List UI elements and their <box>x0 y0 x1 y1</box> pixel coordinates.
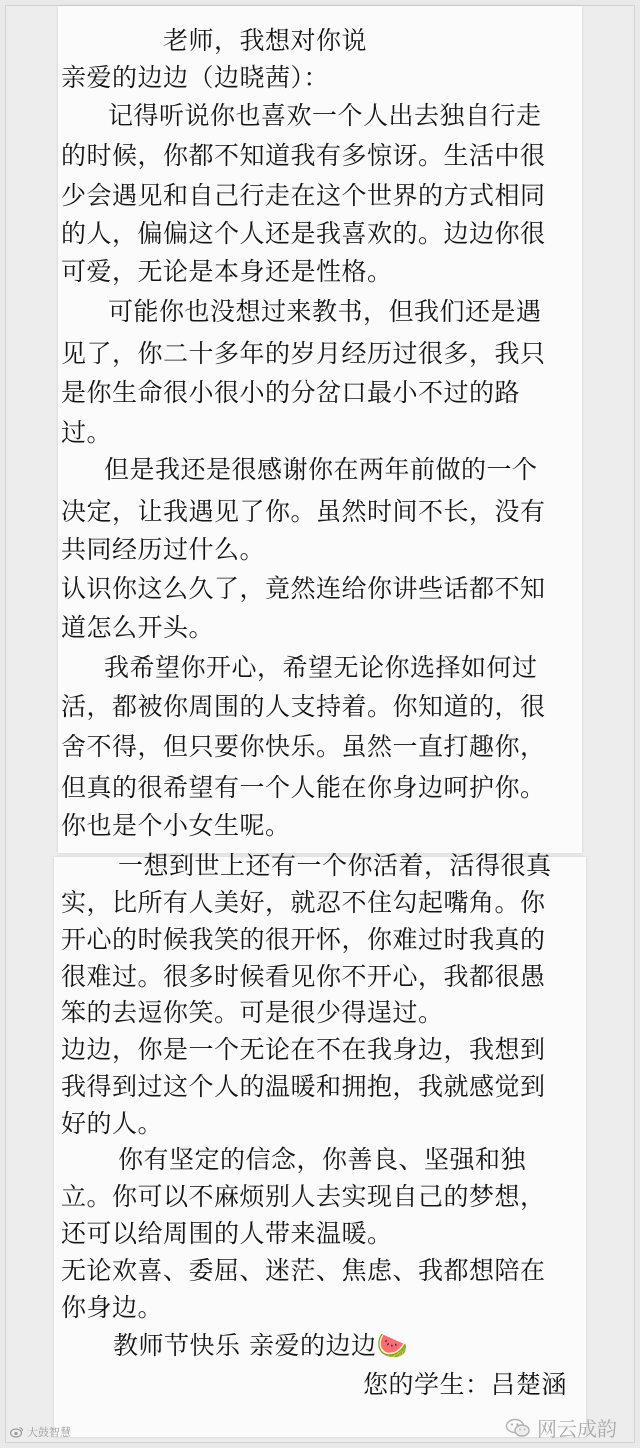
letter-signature: 您的学生：吕楚涵 <box>363 1370 568 1399</box>
weibo-icon <box>10 1426 24 1438</box>
letter-line: 决定，让我遇见了你。虽然时间不长，没有 <box>61 497 546 526</box>
letter-line: 可爱，无论是本身还是性格。 <box>61 257 393 286</box>
letter-closing <box>113 1331 408 1361</box>
letter-line: 我希望你开心，希望无论你选择如何过 <box>104 653 538 682</box>
letter-title: 老师，我想对你说 <box>163 26 368 55</box>
letter-line: 舍不得，但只要你快乐。虽然一直打趣你， <box>61 732 546 761</box>
letter-line: 开心的时候我笑的很开怀，你难过时我真的 <box>61 925 546 954</box>
letter-line: 是你生命很小很小的分岔口最小不过的路 <box>61 378 521 407</box>
letter-line: 的人，偏偏这个人还是我喜欢的。边边你很 <box>61 219 546 248</box>
letter-line: 笨的去逗你笑。可是很少得逞过。 <box>61 998 444 1027</box>
source-watermark-text: 大鼓智慧 <box>27 1426 71 1439</box>
letter-line: 过。 <box>61 418 113 447</box>
letter-line: 很难过。很多时候看见你不开心，我都很愚 <box>61 962 546 991</box>
letter-line: 好的人。 <box>61 1109 164 1138</box>
letter-line: 见了，你二十多年的岁月经历过很多，我只 <box>61 339 546 368</box>
letter-line: 少会遇见和自己行走在这个世界的方式相同 <box>61 181 546 210</box>
letter-salutation: 亲爱的边边（边晓茜）： <box>61 63 330 92</box>
letter-line: 我得到过这个人的温暖和拥抱，我就感觉到 <box>61 1072 546 1101</box>
letter-line: 认识你这么久了，竟然连给你讲些话都不知 <box>61 574 546 603</box>
letter-line: 但真的很希望有一个人能在你身边呵护你。 <box>61 773 546 802</box>
letter-line: 但是我还是很感谢你在两年前做的一个 <box>104 455 538 484</box>
letter-line: 你身边。 <box>61 1293 164 1322</box>
letter-line: 可能你也没想过来教书，但我们还是遇 <box>108 297 542 326</box>
closing-text: 教师节快乐 亲爱的边边 <box>113 1331 377 1360</box>
letter-line: 你有坚定的信念，你善良、坚强和独 <box>118 1145 527 1174</box>
letter-line: 记得听说你也喜欢一个人出去独自行走 <box>108 101 542 130</box>
account-watermark-text: 网云成韵 <box>537 1417 617 1441</box>
watermelon-icon: 🍉 <box>376 1331 409 1360</box>
letter-line: 边边，你是一个无论在不在我身边，我想到 <box>61 1035 546 1064</box>
account-watermark <box>505 1413 617 1442</box>
wechat-icon <box>505 1418 531 1438</box>
letter-line: 你也是个小女生呢。 <box>61 811 291 840</box>
letter-line: 无论欢喜、委屈、迷茫、焦虑、我都想陪在 <box>61 1256 546 1285</box>
letter-paper-top <box>58 6 582 853</box>
letter-line: 道怎么开头。 <box>61 613 215 642</box>
letter-line: 一想到世上还有一个你活着，活得很真 <box>118 851 552 880</box>
letter-line: 共同经历过什么。 <box>61 535 266 564</box>
letter-line: 还可以给周围的人带来温暖。 <box>61 1219 393 1248</box>
source-watermark <box>10 1424 71 1440</box>
letter-line: 立。你可以不麻烦别人去实现自己的梦想， <box>61 1182 546 1211</box>
letter-line: 实，比所有人美好，就忍不住勾起嘴角。你 <box>61 888 546 917</box>
letter-line: 活，都被你周围的人支持着。你知道的，很 <box>61 692 546 721</box>
letter-line: 的时候，你都不知道我有多惊讶。生活中很 <box>61 141 546 170</box>
